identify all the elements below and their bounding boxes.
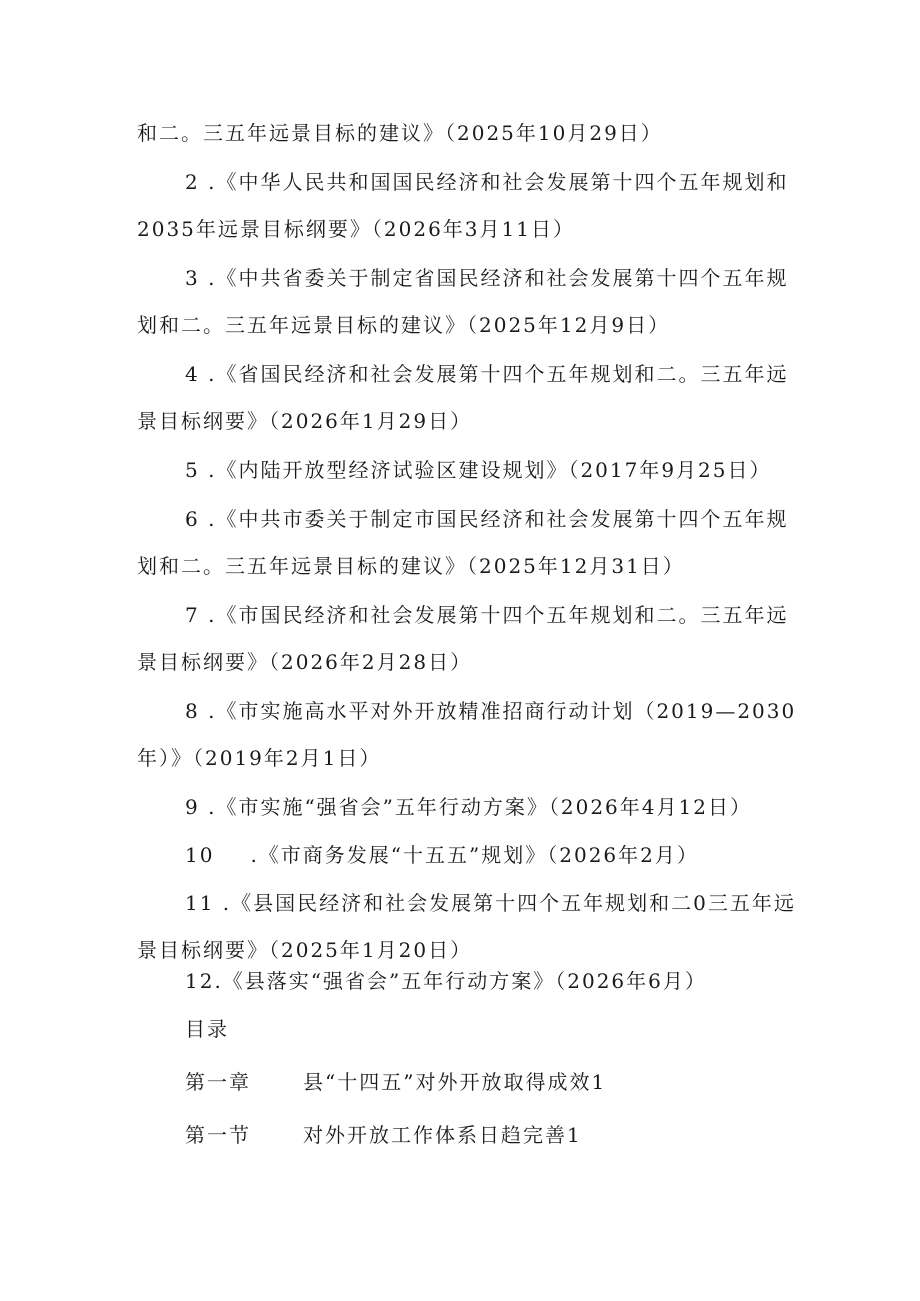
reference-item-3: 3 .《中共省委关于制定省国民经济和社会发展第十四个五年规 bbox=[185, 266, 789, 290]
reference-line: 划和二。三五年远景目标的建议》（2025年12月31日） bbox=[137, 554, 685, 578]
reference-line: 年）》（2019年2月1日） bbox=[137, 746, 382, 770]
reference-item-2: 2 .《中华人民共和国国民经济和社会发展第十四个五年规划和 bbox=[185, 170, 789, 194]
reference-item-9: 9 .《市实施“强省会”五年行动方案》（2026年4月12日） bbox=[185, 795, 752, 819]
toc-entry-title: 对外开放工作体系日趋完善1 bbox=[303, 1123, 582, 1147]
reference-text: .《市商务发展“十五五”规划》（2026年2月） bbox=[250, 843, 699, 867]
reference-line: 景目标纲要》（2025年1月20日） bbox=[137, 938, 473, 962]
reference-item-4: 4 .《省国民经济和社会发展第十四个五年规划和二。三五年远 bbox=[185, 362, 789, 386]
reference-item-8: 8 .《市实施高水平对外开放精准招商行动计划（2019—2030 bbox=[185, 699, 797, 723]
reference-line: 2035年远景目标纲要》（2026年3月11日） bbox=[137, 217, 575, 241]
toc-entry-label: 第一章 bbox=[185, 1070, 251, 1094]
toc-entry[interactable] bbox=[185, 1070, 606, 1094]
reference-item-5: 5 .《内陆开放型经济试验区建设规划》（2017年9月25日） bbox=[185, 458, 772, 482]
reference-line: 划和二。三五年远景目标的建议》（2025年12月9日） bbox=[137, 313, 671, 337]
reference-line: 和二。三五年远景目标的建议》（2025年10月29日） bbox=[137, 121, 663, 145]
reference-item-7: 7 .《市国民经济和社会发展第十四个五年规划和二。三五年远 bbox=[185, 603, 789, 627]
reference-line: 景目标纲要》（2026年1月29日） bbox=[137, 409, 473, 433]
reference-item-6: 6 .《中共市委关于制定市国民经济和社会发展第十四个五年规 bbox=[185, 507, 789, 531]
toc-entry-title: 县“十四五”对外开放取得成效1 bbox=[303, 1070, 607, 1094]
toc-entry-label: 第一节 bbox=[185, 1123, 251, 1147]
reference-item-10 bbox=[185, 843, 699, 867]
toc-heading: 目录 bbox=[185, 1017, 229, 1041]
reference-line: 景目标纲要》（2026年2月28日） bbox=[137, 650, 473, 674]
reference-item-11: 11 .《县国民经济和社会发展第十四个五年规划和二0三五年远 bbox=[185, 891, 796, 915]
reference-item-12: 12.《县落实“强省会”五年行动方案》（2026年6月） bbox=[185, 969, 707, 993]
reference-number: 10 bbox=[185, 843, 215, 867]
toc-entry[interactable] bbox=[185, 1123, 582, 1147]
